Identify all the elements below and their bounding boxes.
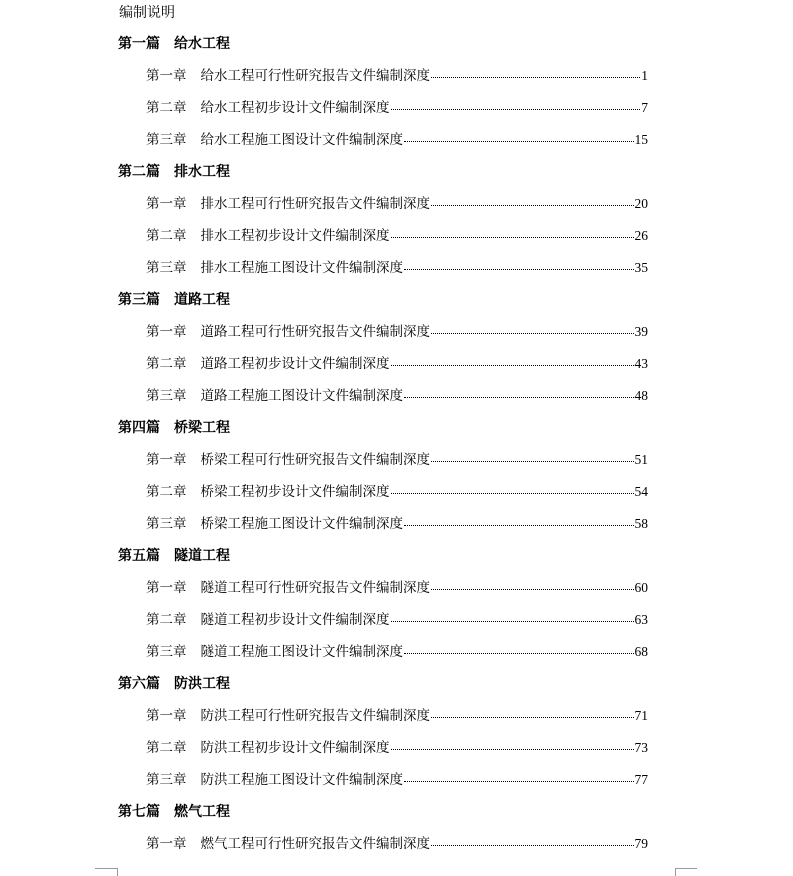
part-label: 第三篇	[118, 292, 160, 308]
toc-chapter-entry[interactable]	[146, 194, 648, 214]
toc-chapter-entry[interactable]	[146, 482, 648, 502]
chapter-title: 燃气工程可行性研究报告文件编制深度	[200, 836, 430, 852]
chapter-title: 排水工程初步设计文件编制深度	[200, 228, 390, 244]
toc-chapter-entry[interactable]	[146, 354, 648, 374]
toc-part-heading[interactable]	[118, 802, 230, 822]
chapter-title: 给水工程初步设计文件编制深度	[200, 100, 390, 116]
toc-part-heading[interactable]	[118, 162, 230, 182]
dot-leader	[431, 332, 634, 334]
toc-chapter-entry[interactable]	[146, 706, 648, 726]
toc-intro-entry[interactable]: 编制说明	[119, 5, 175, 21]
toc-chapter-entry[interactable]	[146, 322, 648, 342]
chapter-title: 给水工程可行性研究报告文件编制深度	[200, 68, 430, 84]
chapter-label: 第一章	[146, 580, 187, 596]
page-number: 20	[634, 196, 648, 211]
toc-part-heading[interactable]	[118, 546, 230, 566]
toc-chapter-entry[interactable]	[146, 770, 648, 790]
dot-leader	[404, 524, 634, 526]
chapter-label: 第一章	[146, 68, 187, 84]
chapter-title: 给水工程施工图设计文件编制深度	[200, 132, 403, 148]
dot-leader	[404, 652, 634, 654]
dot-leader	[404, 396, 634, 398]
page-number: 54	[634, 484, 648, 499]
chapter-title: 防洪工程施工图设计文件编制深度	[200, 772, 403, 788]
toc-chapter-entry[interactable]	[146, 226, 648, 246]
part-title: 隧道工程	[174, 548, 230, 564]
part-label: 第七篇	[118, 804, 160, 820]
page-number: 26	[634, 228, 648, 243]
toc-chapter-entry[interactable]	[146, 130, 648, 150]
toc-chapter-entry[interactable]	[146, 258, 648, 278]
toc-chapter-entry[interactable]	[146, 610, 648, 630]
chapter-label: 第一章	[146, 708, 187, 724]
chapter-label: 第三章	[146, 132, 187, 148]
dot-leader	[391, 364, 634, 366]
toc-part-heading[interactable]	[118, 674, 230, 694]
chapter-title: 桥梁工程初步设计文件编制深度	[200, 484, 390, 500]
page-number: 60	[634, 580, 648, 595]
part-label: 第一篇	[118, 36, 160, 52]
part-title: 桥梁工程	[174, 420, 230, 436]
page-number: 68	[634, 644, 648, 659]
page-number: 51	[634, 452, 648, 467]
chapter-title: 桥梁工程可行性研究报告文件编制深度	[200, 452, 430, 468]
toc-chapter-entry[interactable]	[146, 66, 648, 86]
chapter-title: 隧道工程施工图设计文件编制深度	[200, 644, 403, 660]
chapter-label: 第二章	[146, 612, 187, 628]
chapter-title: 防洪工程初步设计文件编制深度	[200, 740, 390, 756]
part-title: 排水工程	[174, 164, 230, 180]
chapter-label: 第三章	[146, 644, 187, 660]
chapter-label: 第二章	[146, 740, 187, 756]
toc-part-heading[interactable]	[118, 290, 230, 310]
chapter-label: 第三章	[146, 772, 187, 788]
toc-part-heading[interactable]	[118, 418, 230, 438]
chapter-label: 第一章	[146, 452, 187, 468]
toc-part-heading[interactable]	[118, 34, 230, 54]
dot-leader	[391, 748, 634, 750]
part-label: 第四篇	[118, 420, 160, 436]
dot-leader	[404, 268, 634, 270]
chapter-title: 道路工程可行性研究报告文件编制深度	[200, 324, 430, 340]
chapter-label: 第三章	[146, 260, 187, 276]
dot-leader	[431, 204, 634, 206]
chapter-label: 第三章	[146, 388, 187, 404]
page-number: 79	[634, 836, 648, 851]
chapter-title: 排水工程施工图设计文件编制深度	[200, 260, 403, 276]
chapter-label: 第一章	[146, 324, 187, 340]
toc-chapter-entry[interactable]	[146, 578, 648, 598]
part-title: 道路工程	[174, 292, 230, 308]
page-number: 58	[634, 516, 648, 531]
chapter-label: 第一章	[146, 836, 187, 852]
toc-chapter-entry[interactable]	[146, 642, 648, 662]
page-number: 71	[634, 708, 648, 723]
part-title: 防洪工程	[174, 676, 230, 692]
toc-chapter-entry[interactable]	[146, 98, 648, 118]
toc-chapter-entry[interactable]	[146, 738, 648, 758]
dot-leader	[391, 108, 641, 110]
page-number: 48	[634, 388, 648, 403]
chapter-label: 第二章	[146, 228, 187, 244]
chapter-title: 排水工程可行性研究报告文件编制深度	[200, 196, 430, 212]
page-number: 15	[634, 132, 648, 147]
dot-leader	[404, 780, 634, 782]
dot-leader	[431, 716, 634, 718]
chapter-title: 隧道工程可行性研究报告文件编制深度	[200, 580, 430, 596]
page-number: 77	[634, 772, 648, 787]
dot-leader	[391, 236, 634, 238]
page-number: 1	[641, 68, 648, 83]
toc-chapter-entry[interactable]	[146, 834, 648, 854]
chapter-title: 防洪工程可行性研究报告文件编制深度	[200, 708, 430, 724]
page-number: 7	[641, 100, 648, 115]
chapter-label: 第二章	[146, 484, 187, 500]
page-number: 73	[634, 740, 648, 755]
chapter-label: 第二章	[146, 100, 187, 116]
page-number: 63	[634, 612, 648, 627]
chapter-title: 桥梁工程施工图设计文件编制深度	[200, 516, 403, 532]
dot-leader	[404, 140, 634, 142]
toc-chapter-entry[interactable]	[146, 514, 648, 534]
dot-leader	[431, 460, 634, 462]
chapter-title: 道路工程施工图设计文件编制深度	[200, 388, 403, 404]
dot-leader	[431, 588, 634, 590]
part-label: 第六篇	[118, 676, 160, 692]
toc-chapter-entry[interactable]	[146, 386, 648, 406]
part-label: 第五篇	[118, 548, 160, 564]
chapter-title: 道路工程初步设计文件编制深度	[200, 356, 390, 372]
dot-leader	[391, 492, 634, 494]
dot-leader	[431, 844, 634, 846]
part-title: 给水工程	[174, 36, 230, 52]
chapter-label: 第二章	[146, 356, 187, 372]
part-title: 燃气工程	[174, 804, 230, 820]
part-label: 第二篇	[118, 164, 160, 180]
dot-leader	[431, 76, 640, 78]
chapter-label: 第三章	[146, 516, 187, 532]
page-number: 43	[634, 356, 648, 371]
dot-leader	[391, 620, 634, 622]
chapter-label: 第一章	[146, 196, 187, 212]
toc-chapter-entry[interactable]	[146, 450, 648, 470]
chapter-title: 隧道工程初步设计文件编制深度	[200, 612, 390, 628]
page-number: 35	[634, 260, 648, 275]
page-number: 39	[634, 324, 648, 339]
